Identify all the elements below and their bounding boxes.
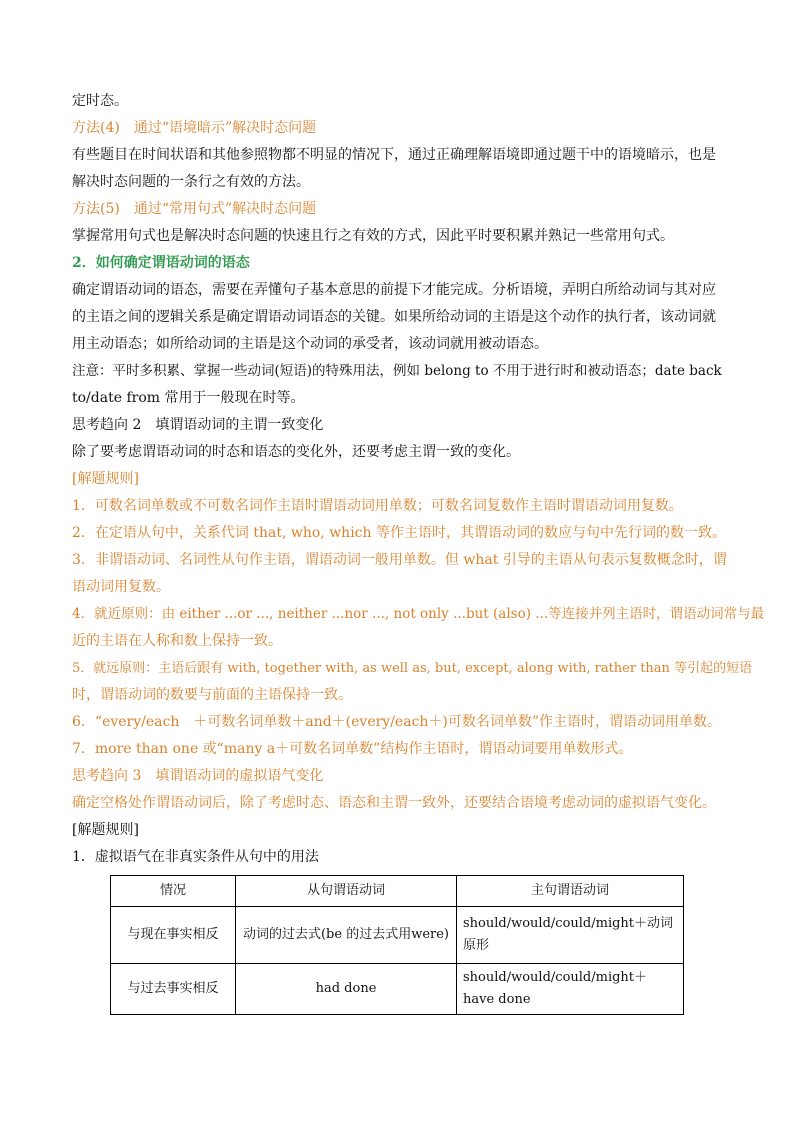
table-cell: 与过去事实相反	[111, 964, 236, 1015]
text-line: 确定谓语动词的语态，需要在弄懂句子基本意思的前提下才能完成。分析语境，弄明白所给动词与其对应	[72, 282, 716, 298]
text-line: 用主动语态；如所给动词的主语是这个动词的承受者，该动词就用被动语态。	[72, 336, 548, 352]
method-heading: 方法(4) 通过“语境暗示”解决时态问题	[72, 120, 317, 136]
text-line: 解决时态问题的一条行之有效的方法。	[72, 174, 310, 190]
table-cell: 与现在事实相反	[111, 907, 236, 964]
subjunctive-table-wrap	[110, 875, 684, 1015]
rules-heading: [解题规则]	[72, 822, 139, 838]
rule-item: 7．more than one 或“many a＋可数名词单数”结构作主语时，谓语动词要用单数形式。	[72, 741, 633, 757]
table-row	[111, 964, 684, 1015]
note-line: to/date from 常用于一般现在时等。	[72, 390, 305, 406]
subsection-heading: 思考趋向 2 填谓语动词的主谓一致变化	[72, 417, 324, 433]
rule-item: 1．可数名词单数或不可数名词作主语时谓语动词用单数；可数名词复数作主语时谓语动词用复数。	[72, 498, 683, 514]
text-line: 确定空格处作谓语动词后，除了考虑时态、语态和主谓一致外，还要结合语境考虑动词的虚拟语气变化。	[72, 795, 716, 811]
method-heading: 方法(5) 通过“常用句式”解决时态问题	[72, 201, 317, 217]
table-cell: should/would/could/might＋动词原形	[457, 907, 684, 964]
text-line: 除了要考虑谓语动词的时态和语态的变化外，还要考虑主谓一致的变化。	[72, 444, 520, 460]
rule-item: 5．就远原则：主语后跟有 with, together with, as well as, but, except, along with, rather than 等引起的短语	[72, 661, 753, 676]
rule-item: 近的主语在人称和数上保持一致。	[72, 633, 282, 649]
subjunctive-table	[110, 875, 684, 1015]
document-page	[72, 88, 765, 1015]
rule-item: 2．在定语从句中，关系代词 that, who, which 等作主语时，其谓语动词的数应与句中先行词的数一致。	[72, 525, 726, 541]
table-header-row	[111, 876, 684, 907]
table-cell: had done	[236, 964, 457, 1015]
table-cell: 动词的过去式(be 的过去式用were)	[236, 907, 457, 964]
rule-item: 语动词用复数。	[72, 579, 170, 595]
note-line: 注意：平时多积累、掌握一些动词(短语)的特殊用法，例如 belong to 不用于进行时和被动语态；date back	[72, 363, 722, 379]
table-cell: should/would/could/might＋have done	[457, 964, 684, 1015]
rule-item: 4．就近原则：由 either ...or ..., neither ...nor ..., not only ...but (also) ...等连接并列主语时，谓语动词常与最	[72, 606, 765, 622]
rule-item: 时，谓语动词的数要与前面的主语保持一致。	[72, 687, 352, 703]
rule-item: 3．非谓语动词、名词性从句作主语，谓语动词一般用单数。但 what 引导的主语从句表示复数概念时，谓	[72, 552, 727, 568]
section-heading: 2．如何确定谓语动词的语态	[72, 255, 250, 271]
table-row	[111, 907, 684, 964]
text-line: 的主语之间的逻辑关系是确定谓语动词语态的关键。如果所给动词的主语是这个动作的执行者，该动词就	[72, 309, 716, 325]
text-line: 掌握常用句式也是解决时态问题的快速且行之有效的方式，因此平时要积累并熟记一些常用句式。	[72, 228, 674, 244]
list-heading: 1．虚拟语气在非真实条件从句中的用法	[72, 849, 319, 865]
rule-item: 6．“every/each ＋可数名词单数＋and＋(every/each＋)可数名词单数”作主语时，谓语动词用单数。	[72, 714, 722, 730]
table-header-cell: 情况	[111, 876, 236, 907]
text-line: 有些题目在时间状语和其他参照物都不明显的情况下，通过正确理解语境即通过题干中的语境暗示，也是	[72, 147, 716, 163]
subsection-heading: 思考趋向 3 填谓语动词的虚拟语气变化	[72, 768, 324, 784]
table-header-cell: 主句谓语动词	[457, 876, 684, 907]
text-line: 定时态。	[72, 93, 128, 109]
table-header-cell: 从句谓语动词	[236, 876, 457, 907]
rules-heading: [解题规则]	[72, 471, 139, 487]
